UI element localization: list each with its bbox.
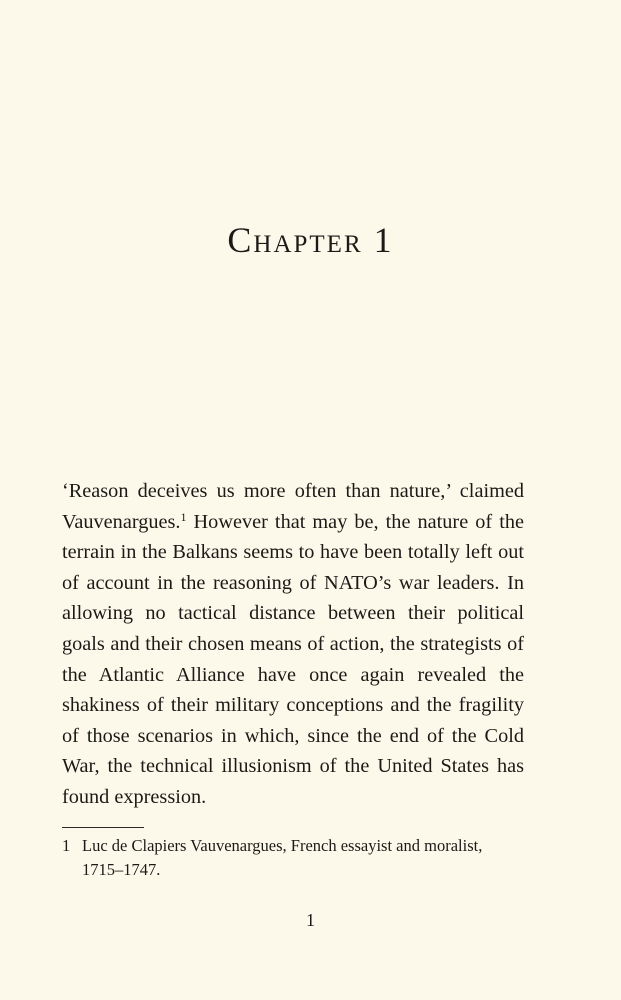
footnote-divider (62, 827, 144, 828)
footnote-number: 1 (62, 836, 71, 855)
page-number: 1 (306, 910, 315, 930)
body-paragraph (62, 476, 524, 813)
body-text-after-note: However that may be, the nature of the terrain in the Balkans seems to have been totally left out of account in the reasoning of NATO’s war leaders. In allowing no tactical distance between their political goals and their chosen means of action, the strategists of the Atlantic Alliance have once again revealed the shakiness of their military conceptions and the fragility of those scenarios in which, since the end of the Cold War, the technical illusionism of the United States has found expression. (62, 510, 524, 808)
footnote-line-1: Luc de Clapiers Vauvenargues, French essayist and moralist, (82, 836, 483, 855)
chapter-title: Chapter 1 (227, 220, 394, 260)
footnote-line-2: 1715–1747. (82, 860, 161, 879)
footnote-reference: 1 (180, 509, 187, 524)
body-text-before-note: ‘Reason deceives us more often than nature,’ claimed Vauvenargues. (62, 480, 524, 533)
footnote (62, 834, 528, 882)
